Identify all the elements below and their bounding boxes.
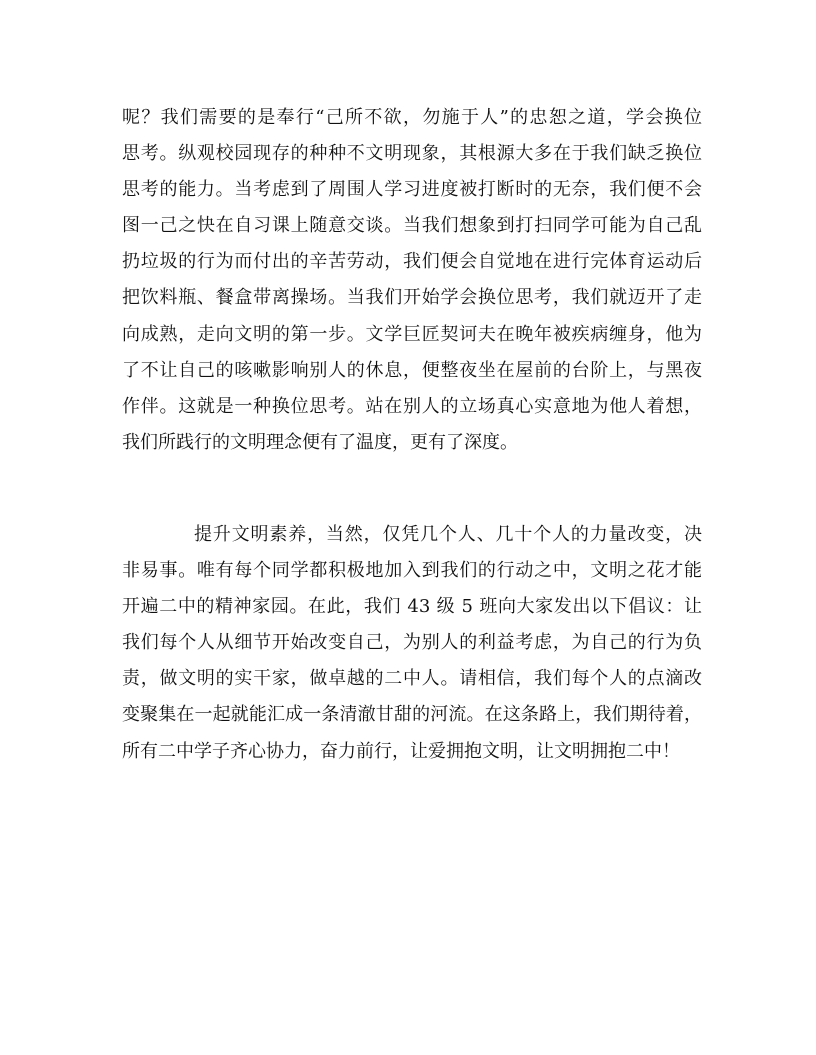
paragraph-2-line-4: 我们每个人从细节开始改变自己，为别人的利益考虑，为自己的行为负 xyxy=(122,632,702,654)
paragraph-2 xyxy=(122,523,702,776)
paragraph-2-line-7: 所有二中学子齐心协力，奋力前行，让爱拥抱文明，让文明拥抱二中！ xyxy=(122,740,680,762)
paragraph-1-line-4: 图一己之快在自习课上随意交谈。当我们想象到打扫同学可能为自己乱 xyxy=(122,215,702,237)
paragraph-2-line-3: 开遍二中的精神家园。在此，我们 43 级 5 班向大家发出以下倡议：让 xyxy=(122,596,702,618)
paragraph-2-line-1: 提升文明素养，当然，仅凭几个人、几十个人的力量改变，决 xyxy=(194,524,702,545)
paragraph-1 xyxy=(122,106,702,467)
paragraph-1-line-10: 我们所践行的文明理念便有了温度，更有了深度。 xyxy=(122,431,518,453)
paragraph-1-line-2: 思考。纵观校园现存的种种不文明现象，其根源大多在于我们缺乏换位 xyxy=(122,143,702,165)
paragraph-1-line-6: 把饮料瓶、餐盒带离操场。当我们开始学会换位思考，我们就迈开了走 xyxy=(122,287,702,309)
paragraph-2-line-5: 责，做文明的实干家，做卓越的二中人。请相信，我们每个人的点滴改 xyxy=(122,668,702,690)
paragraph-1-line-3: 思考的能力。当考虑到了周围人学习进度被打断时的无奈，我们便不会 xyxy=(122,179,702,201)
paragraph-1-line-7: 向成熟，走向文明的第一步。文学巨匠契诃夫在晚年被疾病缠身，他为 xyxy=(122,323,702,345)
paragraph-2-line-6: 变聚集在一起就能汇成一条清澈甘甜的河流。在这条路上，我们期待着， xyxy=(122,704,702,726)
paragraph-1-line-1: 呢？我们需要的是奉行“己所不欲，勿施于人”的忠恕之道，学会换位 xyxy=(122,107,702,128)
paragraph-1-line-8: 了不让自己的咳嗽影响别人的休息，便整夜坐在屋前的台阶上，与黑夜 xyxy=(122,359,702,381)
paragraph-1-line-5: 扔垃圾的行为而付出的辛苦劳动，我们便会自觉地在进行完体育运动后 xyxy=(122,251,702,273)
paragraph-2-line-2: 非易事。唯有每个同学都积极地加入到我们的行动之中，文明之花才能 xyxy=(122,560,702,582)
paragraph-1-line-9: 作伴。这就是一种换位思考。站在别人的立场真心实意地为他人着想， xyxy=(122,395,702,417)
